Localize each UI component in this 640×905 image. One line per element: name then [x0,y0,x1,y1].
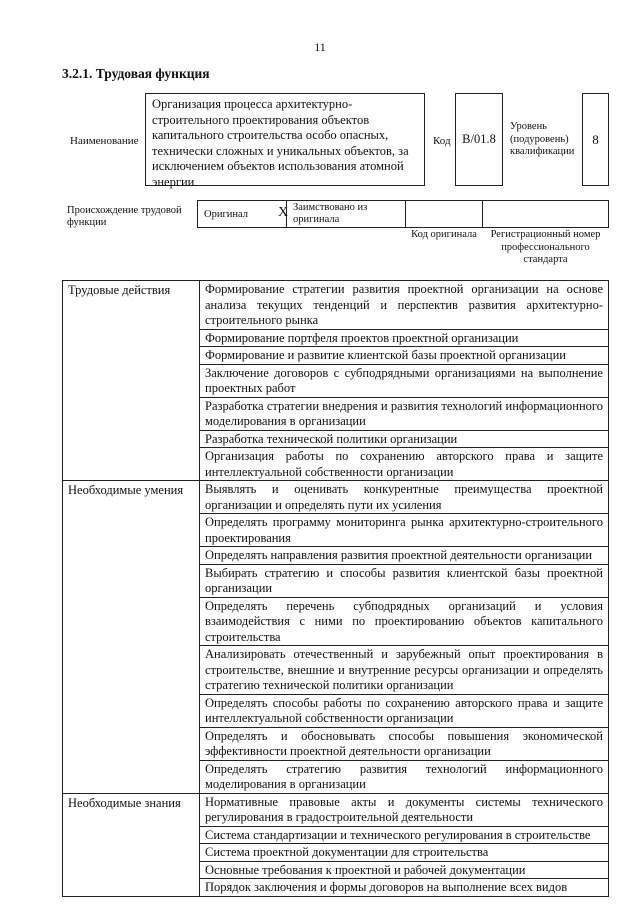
registration-number-caption: Регистрационный номер профессионального стандарта [490,229,601,265]
table-row [63,281,609,330]
section-item: Формирование и развитие клиентской базы проектной организации [200,347,609,365]
section-item: Формирование стратегии развития проектной организации на основе анализа текущих тенденций и перспектив развития архитектурно-строительного рынка [200,281,609,330]
section-item: Определять стратегию развития технологий информационного моделирования в организации [200,760,609,793]
section-item: Определять способы работы по сохранению авторского права и защите интеллектуальной собственности организации [200,694,609,727]
registration-number-cell [482,200,609,228]
original-code-cell [405,200,483,228]
section-item: Определять направления развития проектной деятельности организации [200,547,609,565]
section-item: Разработка технической политики организации [200,430,609,448]
section-item: Основные требования к проектной и рабочей документации [200,861,609,879]
section-item: Система стандартизации и технического регулирования в строительстве [200,826,609,844]
page-number: 11 [314,40,326,54]
section-heading: Необходимые знания [63,793,200,896]
original-label: Оригинал [204,209,248,220]
function-name-value: Организация процесса архитектурно-строительного проектирования объектов капитального строительства особо опасных, технически сложных и уникальных объектов, за исключением объектов использования атомной энергии [145,93,425,186]
section-item: Система проектной документации для строительства [200,844,609,862]
original-mark: X [278,205,289,220]
borrowed-label: Заимствовано из оригинала [293,202,368,225]
section-item: Формирование портфеля проектов проектной организации [200,329,609,347]
code-label: Код [433,135,451,147]
table-row [63,481,609,514]
labor-function-table [62,280,609,897]
section-item: Порядок заключения и формы договоров на выполнение всех видов [200,879,609,897]
section-item: Выбирать стратегию и способы развития клиентской базы проектной организации [200,564,609,597]
section-item: Организация работы по сохранению авторского права и защите интеллектуальной собственности организации [200,448,609,481]
section-item: Заключение договоров с субподрядными организациями на выполнение проектных работ [200,364,609,397]
section-item: Разработка стратегии внедрения и развития технологий информационного моделирования в организации [200,397,609,430]
section-item: Выявлять и оценивать конкурентные преимущества проектной организации и определять пути их усиления [200,481,609,514]
section-item: Определять перечень субподрядных организаций и условия взаимодействия с ними по проектированию объектов капитального строительства [200,597,609,646]
qualification-level-value: 8 [582,93,609,186]
section-item: Определять программу мониторинга рынка архитектурно-строительного проектирования [200,514,609,547]
name-label: Наименование [70,135,139,147]
section-item: Анализировать отечественный и зарубежный опыт проектирования в строительстве, внешние и внутренние ресурсы организации и определять стратегию технической политики организации [200,646,609,695]
section-heading: Необходимые умения [63,481,200,794]
qualification-level-label: Уровень (подуровень) квалификации [510,121,575,157]
section-heading: Трудовые действия [63,281,200,481]
section-item: Определять и обосновывать способы повышения экономической эффективности проектной деятельности организации [200,727,609,760]
origin-label: Происхождение трудовой функции [67,205,182,228]
section-item: Нормативные правовые акты и документы системы технического регулирования в градостроительной деятельности [200,793,609,826]
code-value: B/01.8 [455,93,503,186]
original-code-caption: Код оригинала [411,229,477,240]
table-row [63,793,609,826]
section-title: 3.2.1. Трудовая функция [62,66,210,81]
